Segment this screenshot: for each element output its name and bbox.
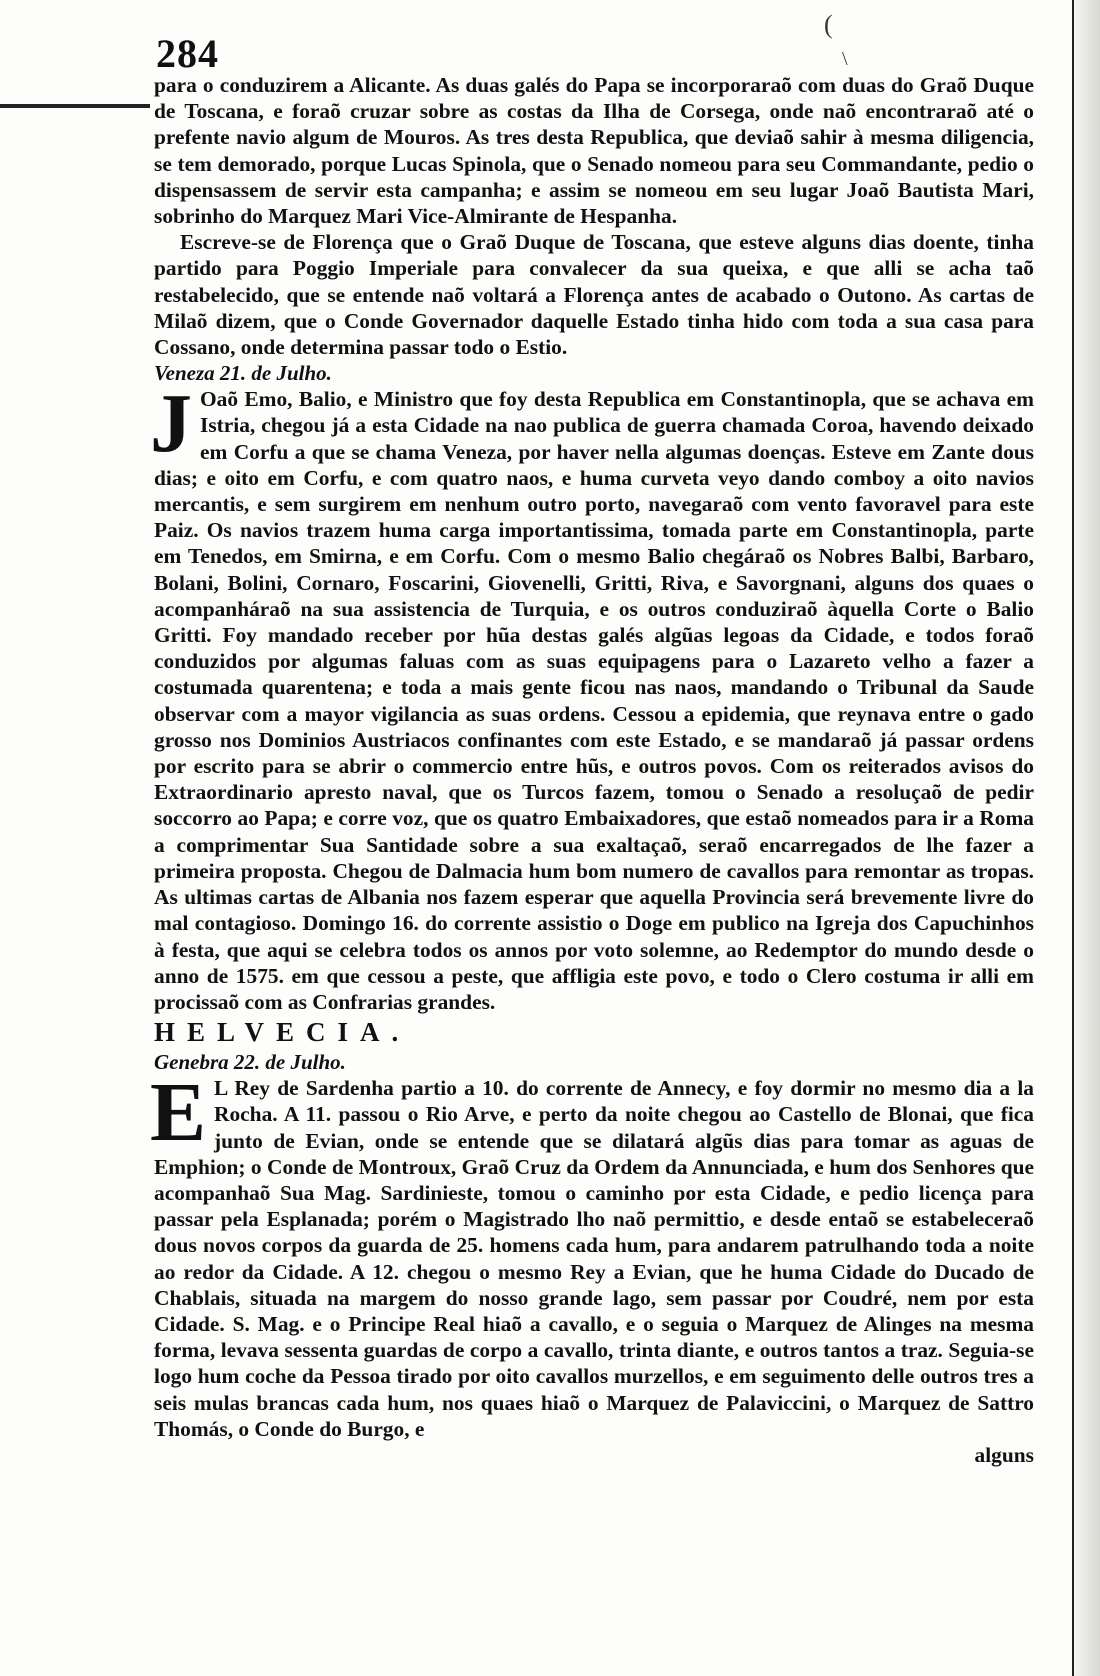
page-left-mark — [0, 104, 150, 108]
page-right-edge — [1072, 0, 1100, 1676]
margin-mark-slash: \ — [842, 48, 848, 70]
catchword: alguns — [974, 1442, 1034, 1467]
paragraph-geneva — [150, 1066, 1034, 1442]
dropcap-geneva: E — [150, 1066, 207, 1160]
article-body — [150, 72, 1034, 1468]
paragraph-venice — [150, 377, 1034, 1015]
page-number: 284 — [156, 31, 219, 76]
margin-mark-paren: ( — [824, 10, 833, 39]
dropcap-venice: J — [150, 377, 192, 471]
dateline-venice: Veneza 21. de Julho. — [154, 361, 332, 386]
paragraph-florence-milan: Escreve-se de Florença que o Graõ Duque de Toscana, que esteve alguns dias doente, tinha partido para Poggio Imperiale para convalecer da sua queixa, e que alli se acha taõ restabelecido, que se entende naõ voltará a Florença antes de acabado o Outono. As cartas de Milaõ dizem, que o Conde Governador daquelle Estado tinha hido com toda a sua casa para Cossano, onde determina passar todo o Estio. — [154, 230, 1034, 360]
geneva-text: L Rey de Sardenha partio a 10. do corrente de Annecy, e foy dormir no mesmo dia a la Rocha. A 11. passou o Rio Arve, e perto da noite chegou ao Castello de Blonai, que fica junto de Evian, onde se entende que se dilatará algũs dias para tomar as aguas de Emphion; o Conde de Montroux, Graõ Cruz da Ordem da Annunciada, e hum dos Senhores que acompanhaõ Sua Mag. Sardinieste, tomou o caminho por esta Cidade, e pedio licença para passar pela Esplanada; porém o Magistrado lho naõ permittio, e desde entaõ se estabeleceraõ dous novos corpos da guarda de 25. homens cada hum, para andarem patrulhando toda a noite ao redor da Cidade. A 12. chegou o mesmo Rey a Evian, que he huma Cidade do Ducado de Chablais, situada na margem do nosso grande lago, sem passar por Coudré, nem por esta Cidade. S. Mag. e o Principe Real hiaõ a cavallo, e o seguia o Marquez de Alinges na mesma forma, levava sessenta guardas de corpo a cavallo, trinta diante, e outros tantos a traz. Seguia-se logo hum coche da Pessoa tirado por oito cavallos murzellos, e em seguimento delle outros tres a seis mulas brancas cada hum, nos quaes hiaõ o Marquez de Palaviccini, o Marquez de Sattro Thomás, o Conde do Burgo, e — [154, 1076, 1034, 1441]
venice-text: Oaõ Emo, Balio, e Ministro que foy desta Republica em Constantinopla, que se achava em Istria, chegou já a esta Cidade na nao publica de guerra chamada Coroa, havendo deixado em Corfu a que se chama Veneza, por haver nella algumas doenças. Esteve em Zante dous dias; e oito em Corfu, e com quatro naos, e huma curveta veyo dando comboy a oito navios mercantis, e sem surgirem em nenhum outro porto, navegaraõ com vento favoravel para este Paiz. Os navios trazem huma carga importantissima, tomada parte em Constantinopla, parte em Tenedos, em Smirna, e em Corfu. Com o mesmo Balio chegáraõ os Nobres Balbi, Barbaro, Bolani, Bolini, Cornaro, Foscarini, Giovenelli, Gritti, Riva, e Savorgnani, alguns dos quaes o acompanháraõ na sua assistencia de Turquia, e os outros conduziraõ àquella Corte o Balio Gritti. Foy mandado receber por hũa destas galés algũas legoas da Cidade, e todos foraõ conduzidos por algumas faluas com as suas equipagens para o Lazareto velho a fazer a costumada quarentena; e toda a mais gente ficou nas naos, mandando o Tribunal da Saude observar com a mayor vigilancia as suas ordens. Cessou a epidemia, que reynava entre o gado grosso nos Dominios Austriacos confinantes com este Estado, e se mandaraõ já passar ordens por escrito para se abrir o commercio entre hũs, e outros povos. Com os reiterados avisos do Extraordinario apresto naval, que os Turcos fazem, tomou o Senado a resoluçaõ de pedir soccorro ao Papa; e corre voz, que os quatro Embaixadores, que estaõ nomeados para ir a Roma a comprimentar Sua Santidade sobre a sua exaltaçaõ, seraõ encarregados de lhe fazer a primeira proposta. Chegou de Dalmacia hum bom numero de cavallos para remontar as tropas. As ultimas cartas de Albania nos fazem esperar que aquella Provincia será brevemente livre do mal contagioso. Domingo 16. do corrente assistio o Doge em publico na Igreja dos Capuchinhos à festa, que aqui se celebra todos os annos por voto solemne, ao Redemptor do mundo desde o anno de 1575. em que cessou a peste, que affligia este povo, e todo o Clero costuma ir alli em procissaõ com as Confrarias grandes. — [154, 387, 1034, 1014]
section-heading-helvecia: HELVECIA. — [154, 1017, 411, 1048]
paragraph-genoa-galleys: para o conduzirem a Alicante. As duas galés do Papa se incorporaraõ com duas do Graõ Duque de Toscana, e foraõ cruzar sobre as costas da Ilha de Corsega, onde naõ encontraraõ até o prefente navio algum de Mouros. As tres desta Republica, que deviaõ sahir à mesma diligencia, se tem demorado, porque Lucas Spinola, que o Senado nomeou para seu Commandante, pedio o dispensassem de servir esta campanha; e assim se nomeou em seu lugar Joaõ Bautista Mari, sobrinho do Marquez Mari Vice-Almirante de Hespanha. — [154, 73, 1034, 229]
dateline-geneva: Genebra 22. de Julho. — [154, 1050, 346, 1075]
